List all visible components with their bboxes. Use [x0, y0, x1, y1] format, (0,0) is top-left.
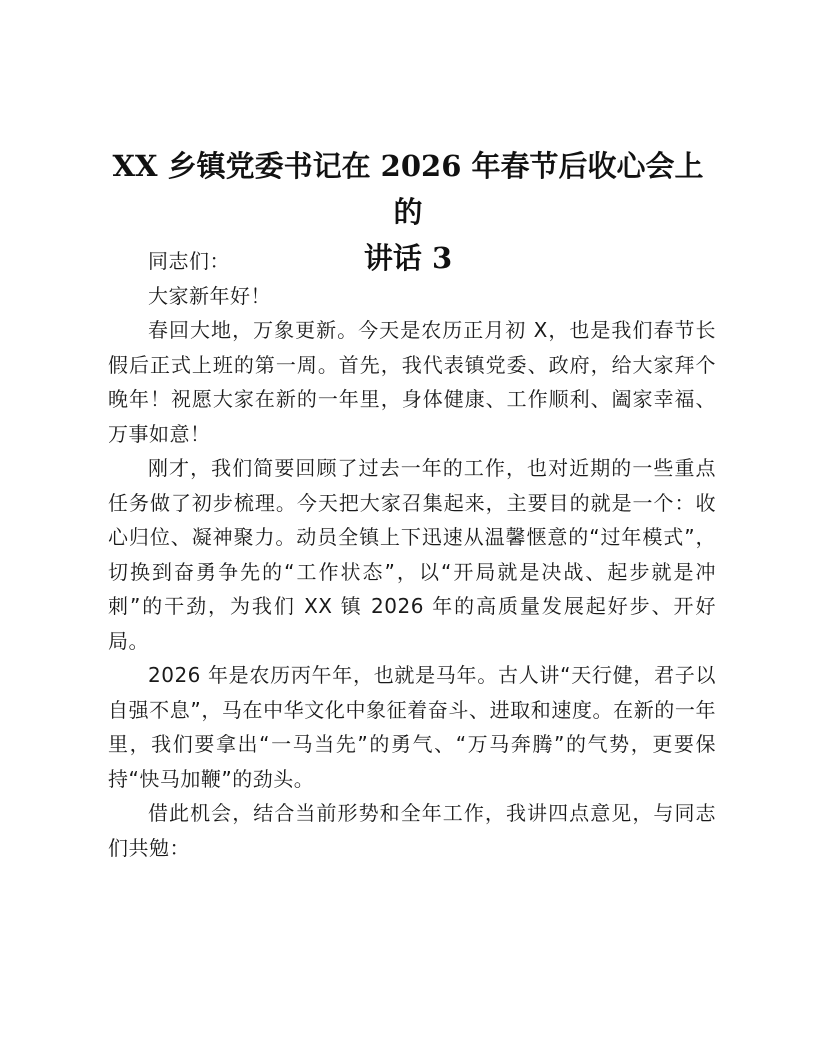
title-line-1: XX 乡镇党委书记在 2026 年春节后收心会上的 [112, 149, 704, 229]
paragraph-new-year-wishes: 春回大地，万象更新。今天是农历正月初 X，也是我们春节长假后正式上班的第一周。首先，我代表镇党委、政府，给大家拜个晚年！祝愿大家在新的一年里，身体健康、工作顺利、阖家幸福、万事如意！ [108, 318, 716, 446]
paragraph-meeting-purpose: 刚才，我们简要回顾了过去一年的工作，也对近期的一些重点任务做了初步梳理。今天把大家召集起来，主要目的就是一个：收心归位、凝神聚力。动员全镇上下迅速从温馨惬意的“过年模式”，切换到奋勇争先的“工作状态”，以“开局就是决战、起步就是冲刺”的干劲，为我们 XX 镇 2026 年的高质量发展起好步、开好局。 [108, 456, 716, 653]
document-body [108, 244, 716, 865]
paragraph-salutation: 同志们： [148, 249, 230, 273]
paragraph-year-of-horse: 2026 年是农历丙午年，也就是马年。古人讲“天行健，君子以自强不息”，马在中华文化中象征着奋斗、进取和速度。在新的一年里，我们要拿出“一马当先”的勇气、“万马奔腾”的气势，更要保持“快马加鞭”的劲头。 [108, 663, 716, 791]
paragraph-greeting: 大家新年好！ [148, 283, 271, 308]
paragraph-four-points-intro: 借此机会，结合当前形势和全年工作，我讲四点意见，与同志们共勉： [108, 801, 716, 860]
title-line-2: 讲话 3 [363, 241, 453, 275]
